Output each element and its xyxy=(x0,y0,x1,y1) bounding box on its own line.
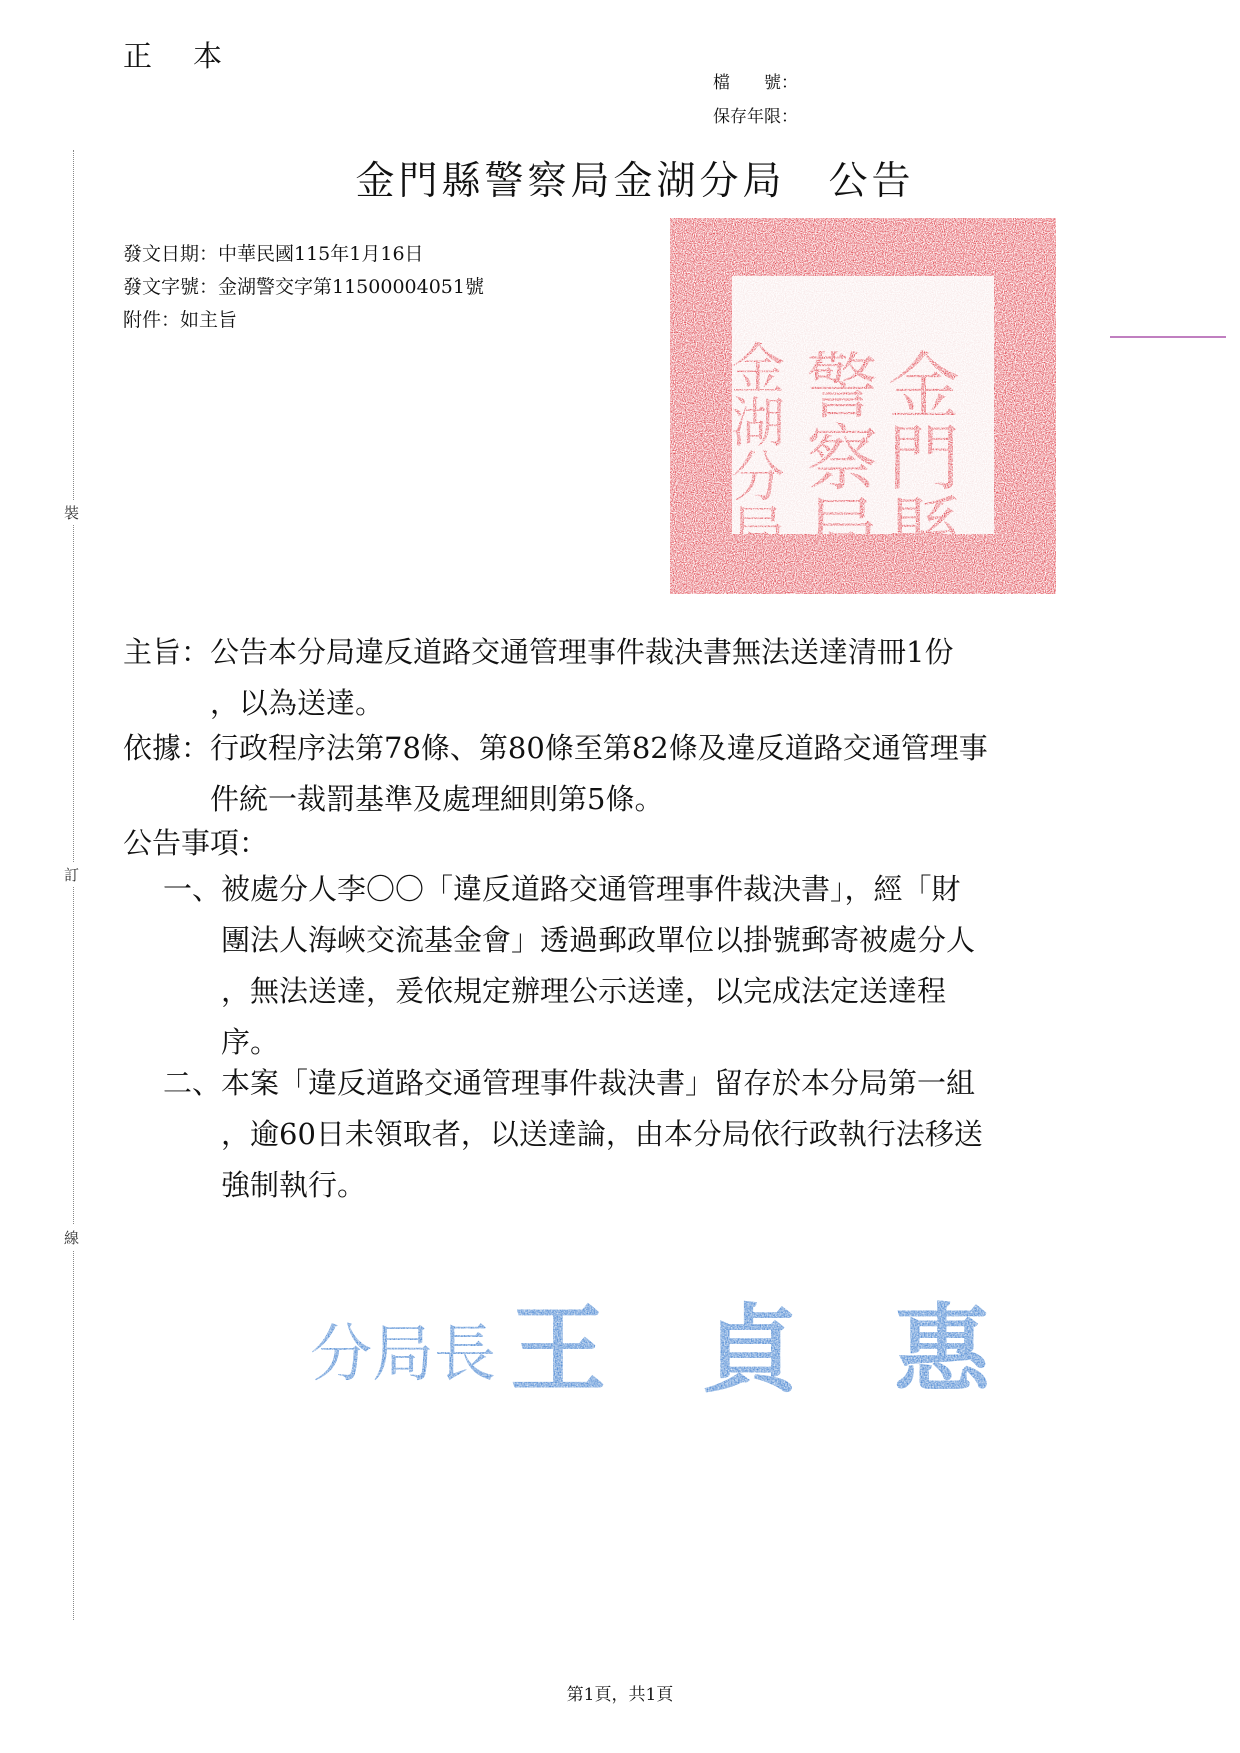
subject-label: 主旨： xyxy=(123,635,211,669)
notice-item-1-line-1: 被處分人李〇〇「違反道路交通管理事件裁決書」，經「財 xyxy=(221,872,961,906)
page-number: 第1頁，共1頁 xyxy=(566,1685,674,1705)
basis-section xyxy=(123,723,1123,825)
original-copy-mark: 正 本 xyxy=(123,39,229,73)
notice-item-1-number: 一、 xyxy=(163,872,222,906)
file-info xyxy=(713,66,798,134)
notice-item-2-line-1: 本案「違反道路交通管理事件裁決書」留存於本分局第一組 xyxy=(221,1066,976,1100)
seal-text-col1: 金門縣 xyxy=(876,348,960,564)
binding-mark-xian: 線 xyxy=(64,1225,79,1250)
notice-item-1-line-3: ，無法送達，爰依規定辦理公示送達，以完成法定送達程 xyxy=(221,974,947,1008)
attachment: 附件：如主旨 xyxy=(123,309,238,331)
subject-line-2: ，以為送達。 xyxy=(210,686,385,720)
file-number-label: 檔 號： xyxy=(713,73,798,93)
notice-item-1-line-4: 序。 xyxy=(221,1025,280,1059)
seal-text-col2: 警察局 xyxy=(794,348,878,564)
document-meta xyxy=(123,238,484,337)
document-number: 發文字號：金湖警交字第11500004051號 xyxy=(123,276,484,298)
notice-item-1-line-2: 團法人海峽交流基金會」透過郵政單位以掛號郵寄被處分人 xyxy=(221,923,976,957)
notice-item-1 xyxy=(163,864,1123,1068)
signature-title: 分局長 xyxy=(310,1317,497,1390)
basis-line-2: 件統一裁罰基準及處理細則第5條。 xyxy=(210,782,664,816)
basis-label: 依據： xyxy=(123,731,211,765)
document-title: 金門縣警察局金湖分局 公告 xyxy=(355,159,915,204)
subject-section xyxy=(123,627,1123,729)
retention-period-label: 保存年限： xyxy=(713,107,798,127)
notice-item-2 xyxy=(163,1058,1123,1211)
margin-mark-line xyxy=(1110,336,1226,338)
binding-mark-ding: 訂 xyxy=(64,862,79,887)
notice-item-2-line-3: 強制執行。 xyxy=(221,1168,367,1202)
seal-text-col3: 金湖分局 xyxy=(722,340,786,556)
notice-item-2-number: 二、 xyxy=(163,1066,222,1100)
official-seal-stamp xyxy=(670,218,1056,594)
binding-mark-zhuang: 裝 xyxy=(64,500,79,525)
issue-date: 發文日期：中華民國115年1月16日 xyxy=(123,243,424,265)
signature-name: 王 貞 惠 xyxy=(510,1293,990,1406)
basis-line-1: 行政程序法第78條、第80條至第82條及違反道路交通管理事 xyxy=(210,731,988,765)
subject-line-1: 公告本分局違反道路交通管理事件裁決書無法送達清冊1份 xyxy=(210,635,954,669)
notice-label: 公告事項： xyxy=(123,826,269,860)
signature-stamp xyxy=(300,1275,990,1415)
notice-item-2-line-2: ，逾60日未領取者，以送達論，由本分局依行政執行法移送 xyxy=(221,1117,983,1151)
